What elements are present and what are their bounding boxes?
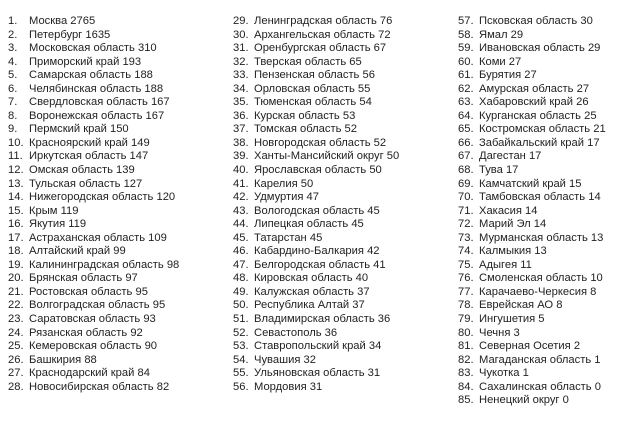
region-entry: Ульяновская область 31	[254, 367, 381, 380]
region-entry: Пермский край 150	[29, 123, 129, 136]
list-item	[8, 96, 240, 110]
region-entry: Тюменская область 54	[254, 96, 372, 109]
region-entry: Приморский край 193	[29, 55, 142, 68]
region-entry: Амурская область 27	[479, 82, 590, 95]
rank-number: 71.	[458, 204, 474, 217]
region-entry: Калужская область 37	[254, 285, 370, 298]
rank-number: 72.	[458, 218, 474, 231]
rank-number: 78.	[458, 299, 474, 312]
list-item	[458, 245, 640, 259]
rank-number: 4.	[8, 55, 18, 68]
rank-number: 48.	[233, 272, 249, 285]
rank-number: 81.	[458, 340, 474, 353]
region-entry: Пензенская область 56	[254, 69, 375, 82]
region-entry: Краснодарский край 84	[29, 367, 150, 380]
rank-number: 75.	[458, 258, 474, 271]
list-item	[458, 137, 640, 151]
list-item	[233, 327, 465, 341]
rank-number: 45.	[233, 231, 249, 244]
region-entry: Москва 2765	[29, 15, 96, 27]
list-item	[458, 42, 640, 56]
region-entry: Владимирская область 36	[254, 313, 391, 326]
region-entry: Костромская область 21	[479, 123, 606, 136]
list-item	[8, 327, 240, 341]
region-entry: Самарская область 188	[29, 69, 153, 82]
rank-number: 15.	[8, 204, 24, 217]
region-entry: Республика Алтай 37	[254, 299, 365, 312]
rank-number: 34.	[233, 82, 249, 95]
rank-number: 22.	[8, 299, 24, 312]
region-entry: Калмыкия 13	[479, 245, 547, 258]
list-item	[8, 218, 240, 232]
list-item	[233, 178, 465, 192]
region-entry: Липецкая область 45	[254, 218, 364, 231]
list-item	[233, 56, 465, 70]
list-item	[8, 42, 240, 56]
rank-number: 63.	[458, 96, 474, 109]
rank-number: 66.	[458, 136, 474, 149]
rank-number: 14.	[8, 191, 24, 204]
region-entry: Нижегородская область 120	[29, 191, 176, 204]
region-entry: Тульская область 127	[29, 177, 143, 190]
list-item	[233, 191, 465, 205]
list-item	[233, 137, 465, 151]
region-entry: Волгоградская область 95	[29, 299, 166, 312]
rank-number: 40.	[233, 164, 249, 177]
region-entry: Новосибирская область 82	[29, 380, 170, 393]
rank-number: 13.	[8, 177, 24, 190]
rank-number: 30.	[233, 28, 249, 41]
list-item	[233, 313, 465, 327]
region-entry: Красноярский край 149	[29, 136, 150, 149]
rank-number: 27.	[8, 367, 24, 380]
rank-number: 67.	[458, 150, 474, 163]
region-entry: Коми 27	[479, 55, 522, 68]
rank-number: 50.	[233, 299, 249, 312]
list-item	[458, 178, 640, 192]
rank-number: 5.	[8, 69, 18, 82]
rank-number: 73.	[458, 231, 474, 244]
region-entry: Алтайский край 99	[29, 245, 126, 258]
rank-number: 29.	[233, 15, 249, 27]
region-entry: Брянская область 97	[29, 272, 138, 285]
region-entry: Еврейская АО 8	[479, 299, 563, 312]
region-entry: Кировская область 40	[254, 272, 369, 285]
region-entry: Челябинская область 188	[29, 82, 164, 95]
list-item	[8, 69, 240, 83]
rank-number: 62.	[458, 82, 474, 95]
region-entry: Тамбовская область 14	[479, 191, 601, 204]
region-entry: Смоленская область 10	[479, 272, 603, 285]
region-entry: Иркутская область 147	[29, 150, 149, 163]
list-item	[8, 110, 240, 124]
region-entry: Калининградская область 98	[29, 258, 180, 271]
rank-number: 42.	[233, 191, 249, 204]
list-item	[8, 381, 240, 395]
list-item	[458, 272, 640, 286]
list-item	[458, 96, 640, 110]
region-entry: Омская область 139	[29, 164, 135, 177]
list-item	[233, 110, 465, 124]
list-item	[8, 299, 240, 313]
list-item	[8, 83, 240, 97]
rank-number: 79.	[458, 313, 474, 326]
region-entry: Крым 119	[29, 204, 79, 217]
rank-number: 61.	[458, 69, 474, 82]
list-item	[458, 259, 640, 273]
list-item	[458, 299, 640, 313]
list-item	[8, 286, 240, 300]
rank-number: 37.	[233, 123, 249, 136]
rank-number: 57.	[458, 15, 474, 27]
list-item	[458, 123, 640, 137]
rank-number: 55.	[233, 367, 249, 380]
list-item	[8, 137, 240, 151]
rank-number: 35.	[233, 96, 249, 109]
list-item	[458, 110, 640, 124]
rank-number: 8.	[8, 109, 18, 122]
list-item	[233, 205, 465, 219]
rank-number: 10.	[8, 136, 24, 149]
list-item	[233, 245, 465, 259]
list-item	[458, 327, 640, 341]
list-item	[233, 15, 465, 29]
region-entry: Адыгея 11	[479, 258, 532, 271]
region-entry: Псковская область 30	[479, 15, 593, 27]
ranked-list	[0, 15, 640, 428]
region-entry: Архангельская область 72	[254, 28, 391, 41]
list-item	[8, 205, 240, 219]
region-entry: Чувашия 32	[254, 353, 316, 366]
list-item	[233, 29, 465, 43]
list-item	[233, 286, 465, 300]
list-column-1	[8, 15, 240, 394]
region-entry: Московская область 310	[29, 42, 157, 55]
region-entry: Кабардино-Балкария 42	[254, 245, 380, 258]
rank-number: 56.	[233, 380, 249, 393]
list-item	[8, 56, 240, 70]
list-item	[233, 69, 465, 83]
list-item	[233, 96, 465, 110]
rank-number: 53.	[233, 340, 249, 353]
rank-number: 38.	[233, 136, 249, 149]
list-item	[8, 245, 240, 259]
rank-number: 68.	[458, 164, 474, 177]
rank-number: 26.	[8, 353, 24, 366]
list-column-3	[458, 15, 640, 408]
list-item	[458, 205, 640, 219]
list-item	[233, 272, 465, 286]
rank-number: 51.	[233, 313, 249, 326]
list-item	[233, 354, 465, 368]
region-entry: Якутия 119	[29, 218, 87, 231]
list-item	[8, 232, 240, 246]
rank-number: 80.	[458, 326, 474, 339]
rank-number: 24.	[8, 326, 24, 339]
rank-number: 3.	[8, 42, 18, 55]
region-entry: Карачаево-Черкесия 8	[479, 285, 597, 298]
list-item	[458, 367, 640, 381]
region-entry: Ленинградская область 76	[254, 15, 393, 27]
list-item	[8, 123, 240, 137]
rank-number: 12.	[8, 164, 24, 177]
rank-number: 46.	[233, 245, 249, 258]
rank-number: 44.	[233, 218, 249, 231]
region-entry: Саратовская область 93	[29, 313, 156, 326]
list-item	[458, 286, 640, 300]
region-entry: Мурманская область 13	[479, 231, 604, 244]
region-entry: Кемеровская область 90	[29, 340, 158, 353]
region-entry: Татарстан 45	[254, 231, 323, 244]
region-entry: Чукотка 1	[479, 367, 529, 380]
list-item	[8, 178, 240, 192]
region-entry: Петербург 1635	[29, 28, 111, 41]
rank-number: 32.	[233, 55, 249, 68]
rank-number: 33.	[233, 69, 249, 82]
rank-number: 31.	[233, 42, 249, 55]
list-item	[458, 381, 640, 395]
list-item	[458, 232, 640, 246]
list-item	[458, 56, 640, 70]
rank-number: 41.	[233, 177, 249, 190]
region-entry: Хабаровский край 26	[479, 96, 589, 109]
rank-number: 21.	[8, 285, 24, 298]
list-item	[458, 191, 640, 205]
rank-number: 74.	[458, 245, 474, 258]
rank-number: 19.	[8, 258, 24, 271]
region-entry: Магаданская область 1	[479, 353, 601, 366]
list-item	[8, 313, 240, 327]
rank-number: 11.	[8, 150, 23, 163]
region-entry: Мордовия 31	[254, 380, 323, 393]
region-entry: Ханты-Мансийский округ 50	[254, 150, 400, 163]
rank-number: 58.	[458, 28, 474, 41]
list-item	[8, 272, 240, 286]
rank-number: 85.	[458, 394, 474, 407]
region-entry: Курганская область 25	[479, 109, 597, 122]
rank-number: 7.	[8, 96, 18, 109]
rank-number: 82.	[458, 353, 474, 366]
region-entry: Томская область 52	[254, 123, 357, 136]
rank-number: 65.	[458, 123, 474, 136]
region-entry: Ненецкий округ 0	[479, 394, 569, 407]
list-item	[458, 29, 640, 43]
rank-number: 17.	[8, 231, 24, 244]
list-item	[233, 83, 465, 97]
list-item	[8, 191, 240, 205]
list-item	[458, 313, 640, 327]
rank-number: 84.	[458, 380, 474, 393]
region-entry: Новгородская область 52	[254, 136, 387, 149]
region-entry: Удмуртия 47	[254, 191, 320, 204]
list-item	[233, 123, 465, 137]
list-item	[8, 354, 240, 368]
list-item	[233, 232, 465, 246]
region-entry: Свердловская область 167	[29, 96, 170, 109]
list-item	[233, 340, 465, 354]
region-entry: Северная Осетия 2	[479, 340, 581, 353]
list-item	[458, 218, 640, 232]
region-entry: Хакасия 14	[479, 204, 538, 217]
region-entry: Тверская область 65	[254, 55, 362, 68]
region-entry: Воронежская область 167	[29, 109, 165, 122]
rank-number: 47.	[233, 258, 249, 271]
rank-number: 1.	[8, 15, 18, 27]
list-item	[8, 340, 240, 354]
list-item	[233, 164, 465, 178]
rank-number: 39.	[233, 150, 249, 163]
region-entry: Дагестан 17	[479, 150, 542, 163]
list-item	[458, 83, 640, 97]
rank-number: 16.	[8, 218, 24, 231]
region-entry: Марий Эл 14	[479, 218, 547, 231]
list-item	[458, 150, 640, 164]
region-entry: Сахалинская область 0	[479, 380, 601, 393]
region-entry: Чечня 3	[479, 326, 520, 339]
list-item	[458, 354, 640, 368]
rank-number: 64.	[458, 109, 474, 122]
region-entry: Белгородская область 41	[254, 258, 386, 271]
rank-number: 18.	[8, 245, 24, 258]
list-item	[8, 259, 240, 273]
region-entry: Камчатский край 15	[479, 177, 582, 190]
rank-number: 36.	[233, 109, 249, 122]
region-entry: Забайкальский край 17	[479, 136, 600, 149]
region-entry: Ивановская область 29	[479, 42, 601, 55]
region-entry: Башкирия 88	[29, 353, 97, 366]
rank-number: 69.	[458, 177, 474, 190]
list-item	[233, 367, 465, 381]
region-entry: Ярославская область 50	[254, 164, 382, 177]
region-entry: Бурятия 27	[479, 69, 537, 82]
list-item	[233, 259, 465, 273]
list-item	[458, 394, 640, 408]
region-entry: Астраханская область 109	[29, 231, 167, 244]
rank-number: 25.	[8, 340, 24, 353]
rank-number: 77.	[458, 285, 474, 298]
rank-number: 9.	[8, 123, 18, 136]
list-item	[233, 150, 465, 164]
list-item	[233, 42, 465, 56]
list-item	[458, 69, 640, 83]
region-entry: Тува 17	[479, 164, 519, 177]
rank-number: 76.	[458, 272, 474, 285]
list-item	[458, 340, 640, 354]
rank-number: 54.	[233, 353, 249, 366]
region-entry: Курская область 53	[254, 109, 356, 122]
region-entry: Орловская область 55	[254, 82, 371, 95]
list-item	[458, 15, 640, 29]
region-entry: Карелия 50	[254, 177, 314, 190]
rank-number: 28.	[8, 380, 24, 393]
list-item	[458, 164, 640, 178]
rank-number: 59.	[458, 42, 474, 55]
list-item	[8, 29, 240, 43]
rank-number: 60.	[458, 55, 474, 68]
list-item	[8, 15, 240, 29]
region-entry: Севастополь 36	[254, 326, 338, 339]
region-entry: Рязанская область 92	[29, 326, 143, 339]
rank-number: 20.	[8, 272, 24, 285]
rank-number: 49.	[233, 285, 249, 298]
region-entry: Ростовская область 95	[29, 285, 148, 298]
rank-number: 83.	[458, 367, 474, 380]
rank-number: 2.	[8, 28, 18, 41]
region-entry: Вологодская область 45	[254, 204, 380, 217]
region-entry: Ямал 29	[479, 28, 524, 41]
list-item	[233, 299, 465, 313]
region-entry: Ставропольский край 34	[254, 340, 382, 353]
list-column-2	[233, 15, 465, 394]
list-item	[8, 367, 240, 381]
rank-number: 52.	[233, 326, 249, 339]
list-item	[233, 381, 465, 395]
list-item	[8, 164, 240, 178]
region-entry: Оренбургская область 67	[254, 42, 387, 55]
region-entry: Ингушетия 5	[479, 313, 545, 326]
rank-number: 6.	[8, 82, 18, 95]
list-item	[8, 150, 240, 164]
list-item	[233, 218, 465, 232]
rank-number: 23.	[8, 313, 24, 326]
rank-number: 43.	[233, 204, 249, 217]
rank-number: 70.	[458, 191, 474, 204]
